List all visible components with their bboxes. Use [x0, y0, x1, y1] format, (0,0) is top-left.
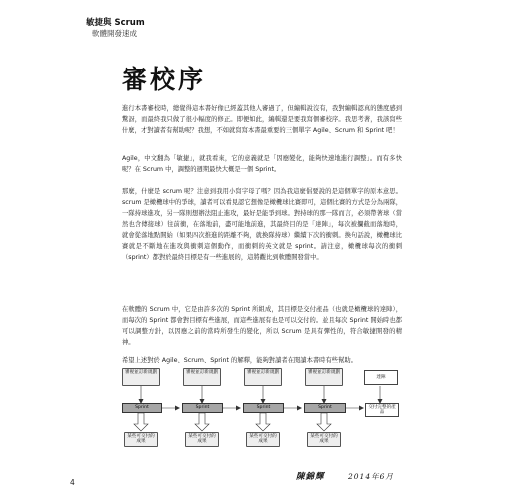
paragraph-2: Agile，中文翻為「敏捷」，就我看來，它的意義就是「因應變化，能夠快速地進行調整」。而有多快呢？在 Scrum 中，調整的週期最快大概是一個 Sprint。	[122, 155, 402, 173]
block-arrow-3	[256, 413, 270, 431]
page-number: 4	[70, 478, 75, 487]
block-arrow-1	[134, 413, 148, 431]
sprint-box-2: Sprint	[182, 403, 223, 413]
block-arrow-2	[195, 413, 209, 431]
block-arrow-4	[317, 413, 331, 431]
result-note-3: 某些可交付的成果	[246, 432, 280, 447]
plan-note-2: 審視並訂新規劃	[183, 368, 221, 386]
sprint-box-4: Sprint	[304, 403, 346, 413]
touchdown-box: 達陣	[364, 370, 398, 385]
author-signature: 陳錦輝	[296, 472, 325, 482]
plan-note-4: 審視並訂新規劃	[305, 368, 343, 386]
running-header	[86, 18, 145, 39]
book-subtitle: 軟體開發速成	[92, 29, 137, 38]
plan-note-1: 審視並訂新規劃	[122, 368, 160, 386]
sprint-box-3: Sprint	[243, 403, 284, 413]
signature-date: 2014年6月	[348, 472, 394, 481]
paragraph-5: 希望上述對於 Agile、Scrum、Sprint 的解釋，能夠對讀者在閱讀本書時有些幫助。	[122, 357, 357, 364]
sprint-box-1: Sprint	[122, 403, 162, 413]
result-note-1: 某些可交付的成果	[124, 432, 158, 447]
result-note-2: 某些可交付的成果	[185, 432, 219, 447]
paragraph-1: 進行本書審校時，總覺得這本書好像已經蓋其他人審過了，但編輯說沒有，我對編輯認真的態度感到驚訝，而最終我只做了很小幅度的修正。即便如此，編輯還是要我寫個審校序。我思考著，我該寫些什麼，才對讀者有幫助呢？我想，不如就寫寫本書最重要的三個單字 Agile、Scrum 和 Sprint 吧！	[122, 105, 402, 134]
paragraph-3: 那麼，什麼是 scrum 呢？注意到我用小寫字母了嗎？因為我這麼倡要說的是這個單字的原本意思。scrum 是橄欖球中的爭球，讀者可以看見認它想像是橄欖球比賽即可，這個比賽的方式是分為兩隊，一隊持球進攻，另一隊則想辦法阻止進攻，最好是能爭到球。對持球的那一隊而言，必須帶著球（當然也含傳接球）往前衝，在落地前，盡可能地前進，其最終目的是「達陣」，每次被攔截而落地時，就會從落地點開始（如果四次推進的距離不夠，就換隊持球）繼續下次的衝刺。換句話說，橄欖球比賽就是不斷地在進攻與衝刺這個動作，而衝刺的英文就是 sprint。請注意，橄欖球每次的衝刺（sprint）都對於最終目標是有一些進展的，這將觀比到軟體開發當中。	[122, 188, 402, 261]
paragraph-4: 在軟體的 Scrum 中，它是由許多次的 Sprint 所組成，其目標是交付產品（也就是橄欖球的達陣），而每次的 Sprint 都會對目標有些進展，而這些進展有也是可以交付的。並且每次 Sprint 開始時也都可以調整方針，以因應之前的當時所發生的變化，所以 Scrum 是具有彈性的，符合敏捷開發的精神。	[122, 306, 402, 346]
scrum-sprint-diagram	[122, 368, 412, 460]
chapter-title: 審校序	[122, 65, 207, 94]
result-note-4: 某些可交付的成果	[307, 432, 341, 447]
plan-note-3: 審視並訂新規劃	[244, 368, 282, 386]
deliver-product-box: 交付完整的產品	[365, 403, 399, 417]
book-title: 敏捷與 Scrum	[86, 18, 145, 28]
